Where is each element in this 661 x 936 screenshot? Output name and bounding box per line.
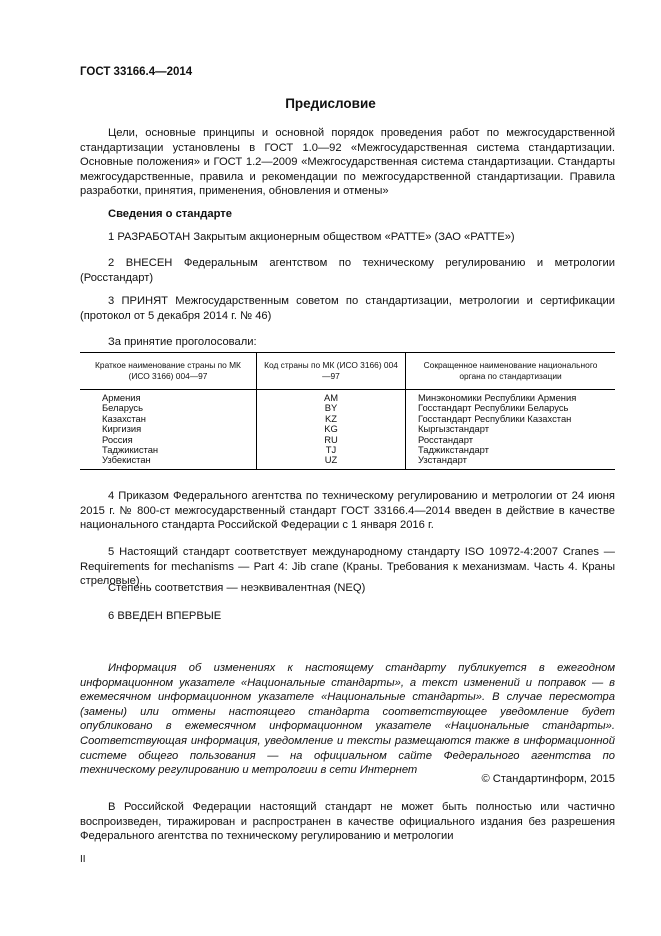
- item-5: 5 Настоящий стандарт соответствует международному стандарту ISO 10972-4:2007 Cranes — Requirements for mechanisms — Part 4: Jib crane (Краны. Требования к механизмам. Часть 4. Краны стреловые).: [80, 546, 615, 588]
- table-cell-country: Киргизия: [80, 424, 257, 434]
- table-cell-body: Минэкономики Республики Армения: [418, 392, 577, 403]
- table-row: [80, 414, 615, 424]
- item-4: 4 Приказом Федерального агентства по техническому регулированию и метрологии от 24 июня 2015 г. № 800-ст межгосударственный стандарт ГОСТ 33166.4—2014 введен в действие в качестве национального стандарта Российской Федерации с 1 января 2016 г.: [80, 490, 615, 532]
- rights-notice: В Российской Федерации настоящий стандарт не может быть полностью или частично воспроизведен, тиражирован и распространен в качестве официального издания без разрешения Федерального агентства по техническому регулированию и метрологии: [80, 801, 615, 843]
- table-header-country: Краткое наименование страны по МК (ИСО 3166) 004—97: [80, 353, 257, 390]
- intro-paragraph: Цели, основные принципы и основной порядок проведения работ по межгосударственной стандартизации установлены в ГОСТ 1.0—92 «Межгосударственная система стандартизации. Основные положения» и ГОСТ 1.2—2009 «Межгосударственная система стандартизации. Стандарты межгосударственные, правила и рекомендации по межгосударственной стандартизации. Правила разработки, принятия, применения, обновления и отмены»: [80, 127, 615, 198]
- table-cell-country: Беларусь: [80, 403, 257, 413]
- item-3: 3 ПРИНЯТ Межгосударственным советом по стандартизации, метрологии и сертификации (протокол от 5 декабря 2014 г. № 46): [80, 295, 615, 322]
- table-row: [80, 455, 615, 469]
- item-1: 1 РАЗРАБОТАН Закрытым акционерным обществом «РАТТЕ» (ЗАО «РАТТЕ»): [108, 231, 515, 243]
- table-row: [80, 435, 615, 445]
- page-number: II: [80, 854, 86, 865]
- table-cell-code: KG: [257, 424, 406, 434]
- table-cell-body: Кыргызстандарт: [418, 423, 490, 435]
- table-cell-country: Армения: [80, 390, 257, 404]
- table-cell-code: BY: [257, 403, 406, 413]
- table-cell-body: Узстандарт: [406, 455, 616, 469]
- table-cell-body: Росстандарт: [418, 433, 473, 445]
- table-cell-body: Таджикстандарт: [418, 444, 489, 456]
- table-header-code: Код страны по МК (ИСО 3166) 004—97: [257, 353, 406, 390]
- item-6: 6 ВВЕДЕН ВПЕРВЫЕ: [108, 610, 222, 622]
- table-cell-body: Госстандарт Республики Казахстан: [418, 412, 572, 424]
- section-title: Сведения о стандарте: [108, 208, 232, 220]
- info-notice: Информация об изменениях к настоящему стандарту публикуется в ежегодном информационном указателе «Национальные стандарты», а текст изменений и поправок — в ежемесячном информационном указателе «Национальные стандарты». В случае пересмотра (замены) или отмены настоящего стандарта соответствующее уведомление будет опубликовано в ежемесячном информационном указателе «Национальные стандарты». Соответствующая информация, уведомление и тексты размещаются также в информационной системе общего пользования — на официальном сайте Федерального агентства по техническому регулированию и метрологии в сети Интернет: [80, 662, 615, 777]
- vote-label: За принятие проголосовали:: [108, 336, 257, 348]
- table-cell-code: UZ: [257, 455, 406, 469]
- table-cell-country: Узбекистан: [80, 455, 257, 469]
- table-header-body: Сокращенное наименование национального органа по стандартизации: [406, 353, 616, 390]
- document-header: ГОСТ 33166.4—2014: [80, 66, 193, 78]
- table-row: [80, 424, 615, 434]
- table-cell-code: TJ: [257, 445, 406, 455]
- table-cell-body: Госстандарт Республики Беларусь: [418, 402, 569, 414]
- table-row: [80, 445, 615, 455]
- page-title: Предисловие: [285, 96, 376, 111]
- table-cell-code: KZ: [257, 414, 406, 424]
- item-5-degree: Степень соответствия — неэквивалентная (NEQ): [108, 582, 366, 594]
- table-cell-country: Россия: [80, 435, 257, 445]
- copyright: © Стандартинформ, 2015: [481, 773, 615, 785]
- table-cell-code: AM: [257, 390, 406, 404]
- table-header-row: [80, 353, 615, 390]
- item-2: 2 ВНЕСЕН Федеральным агентством по техническому регулированию и метрологии (Росстандарт): [80, 257, 615, 284]
- voting-table: [80, 352, 615, 470]
- table-cell-country: Таджикистан: [80, 445, 257, 455]
- table-cell-code: RU: [257, 435, 406, 445]
- table-row: [80, 390, 615, 404]
- table-cell-country: Казахстан: [80, 414, 257, 424]
